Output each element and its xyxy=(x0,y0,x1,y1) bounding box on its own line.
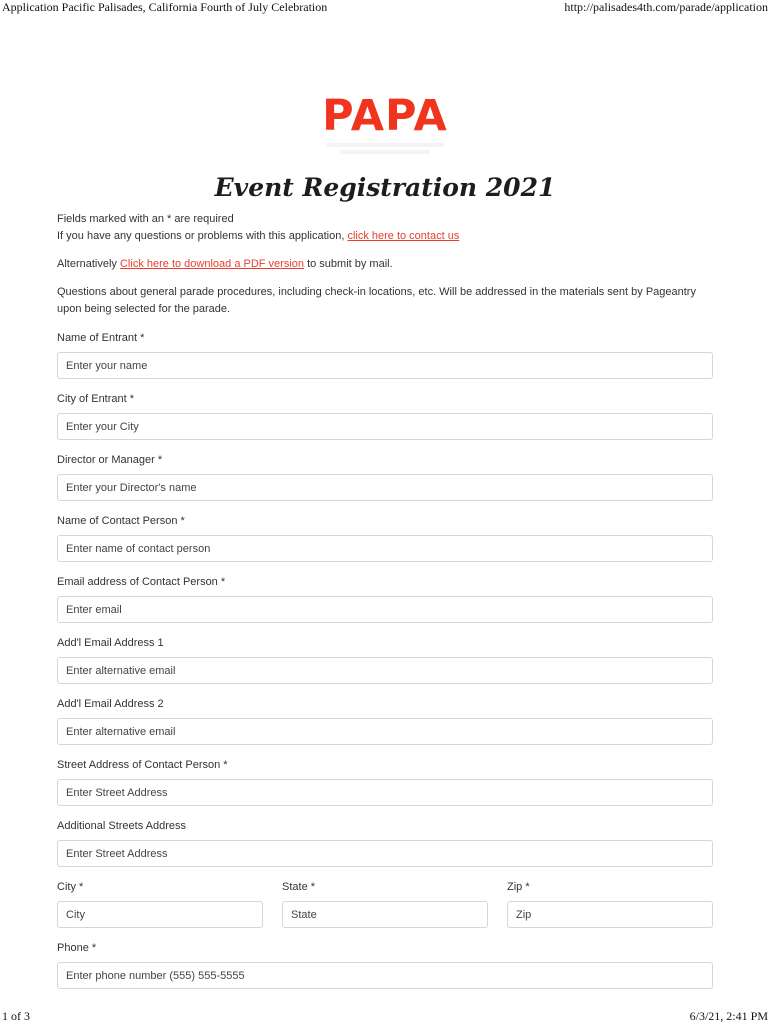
street-2-input[interactable] xyxy=(57,840,713,867)
pdf-note-suffix: to submit by mail. xyxy=(304,258,393,270)
logo-text: PAPA xyxy=(322,91,448,141)
entrant-city-group xyxy=(57,392,713,440)
city-input[interactable] xyxy=(57,901,263,928)
print-datetime: 6/3/21, 2:41 PM xyxy=(689,1009,768,1023)
download-pdf-link[interactable]: Click here to download a PDF version xyxy=(119,258,305,270)
zip-label: Zip * xyxy=(507,881,530,893)
email-1-label: Add'l Email Address 1 xyxy=(57,637,164,649)
print-header-url: http://palisades4th.com/parade/application xyxy=(564,0,768,14)
phone-label: Phone * xyxy=(57,942,97,954)
zip-input[interactable] xyxy=(507,901,713,928)
papa-logo[interactable] xyxy=(0,92,770,157)
print-footer xyxy=(0,1009,770,1024)
director-group xyxy=(57,453,713,501)
contact-us-link[interactable]: click here to contact us xyxy=(347,230,460,242)
pdf-note xyxy=(57,256,713,273)
page-count: 1 of 3 xyxy=(2,1009,30,1023)
contact-name-input[interactable] xyxy=(57,535,713,562)
email-2-label: Add'l Email Address 2 xyxy=(57,698,164,710)
city-state-zip-row xyxy=(57,880,713,928)
email-2-input[interactable] xyxy=(57,718,713,745)
state-input[interactable] xyxy=(282,901,488,928)
street-label: Street Address of Contact Person * xyxy=(57,759,228,771)
city-label: City * xyxy=(57,881,84,893)
page-title: Event Registration 2021 xyxy=(214,173,556,202)
print-header-title: Application Pacific Palisades, California Fourth of July Celebration xyxy=(2,0,328,14)
contact-email-group xyxy=(57,575,713,623)
phone-input[interactable] xyxy=(57,962,713,989)
questions-note-text: If you have any questions or problems with this application, xyxy=(57,230,348,242)
logo-tagline-graphic xyxy=(325,143,445,154)
state-group xyxy=(282,880,488,928)
entrant-city-label: City of Entrant * xyxy=(57,393,135,405)
entrant-city-input[interactable] xyxy=(57,413,713,440)
print-header xyxy=(0,0,770,16)
phone-group xyxy=(57,941,713,989)
street-2-group xyxy=(57,819,713,867)
entrant-name-group xyxy=(57,331,713,379)
email-1-input[interactable] xyxy=(57,657,713,684)
required-note: Fields marked with an * are required xyxy=(57,213,234,225)
street-input[interactable] xyxy=(57,779,713,806)
procedures-note: Questions about general parade procedures, including check-in locations, etc. Will be addressed in the materials sent by Pageantry upon being selected for the parade. xyxy=(57,286,696,315)
contact-name-label: Name of Contact Person * xyxy=(57,515,185,527)
registration-form xyxy=(57,211,713,989)
state-label: State * xyxy=(282,881,316,893)
questions-note xyxy=(57,228,713,245)
director-input[interactable] xyxy=(57,474,713,501)
street-group xyxy=(57,758,713,806)
contact-email-label: Email address of Contact Person * xyxy=(57,576,226,588)
email-1-group xyxy=(57,636,713,684)
zip-group xyxy=(507,880,713,928)
city-group xyxy=(57,880,263,928)
contact-name-group xyxy=(57,514,713,562)
director-label: Director or Manager * xyxy=(57,454,163,466)
entrant-name-input[interactable] xyxy=(57,352,713,379)
contact-email-input[interactable] xyxy=(57,596,713,623)
entrant-name-label: Name of Entrant * xyxy=(57,332,145,344)
email-2-group xyxy=(57,697,713,745)
street-2-label: Additional Streets Address xyxy=(57,820,187,832)
pdf-note-prefix: Alternatively xyxy=(57,258,120,270)
